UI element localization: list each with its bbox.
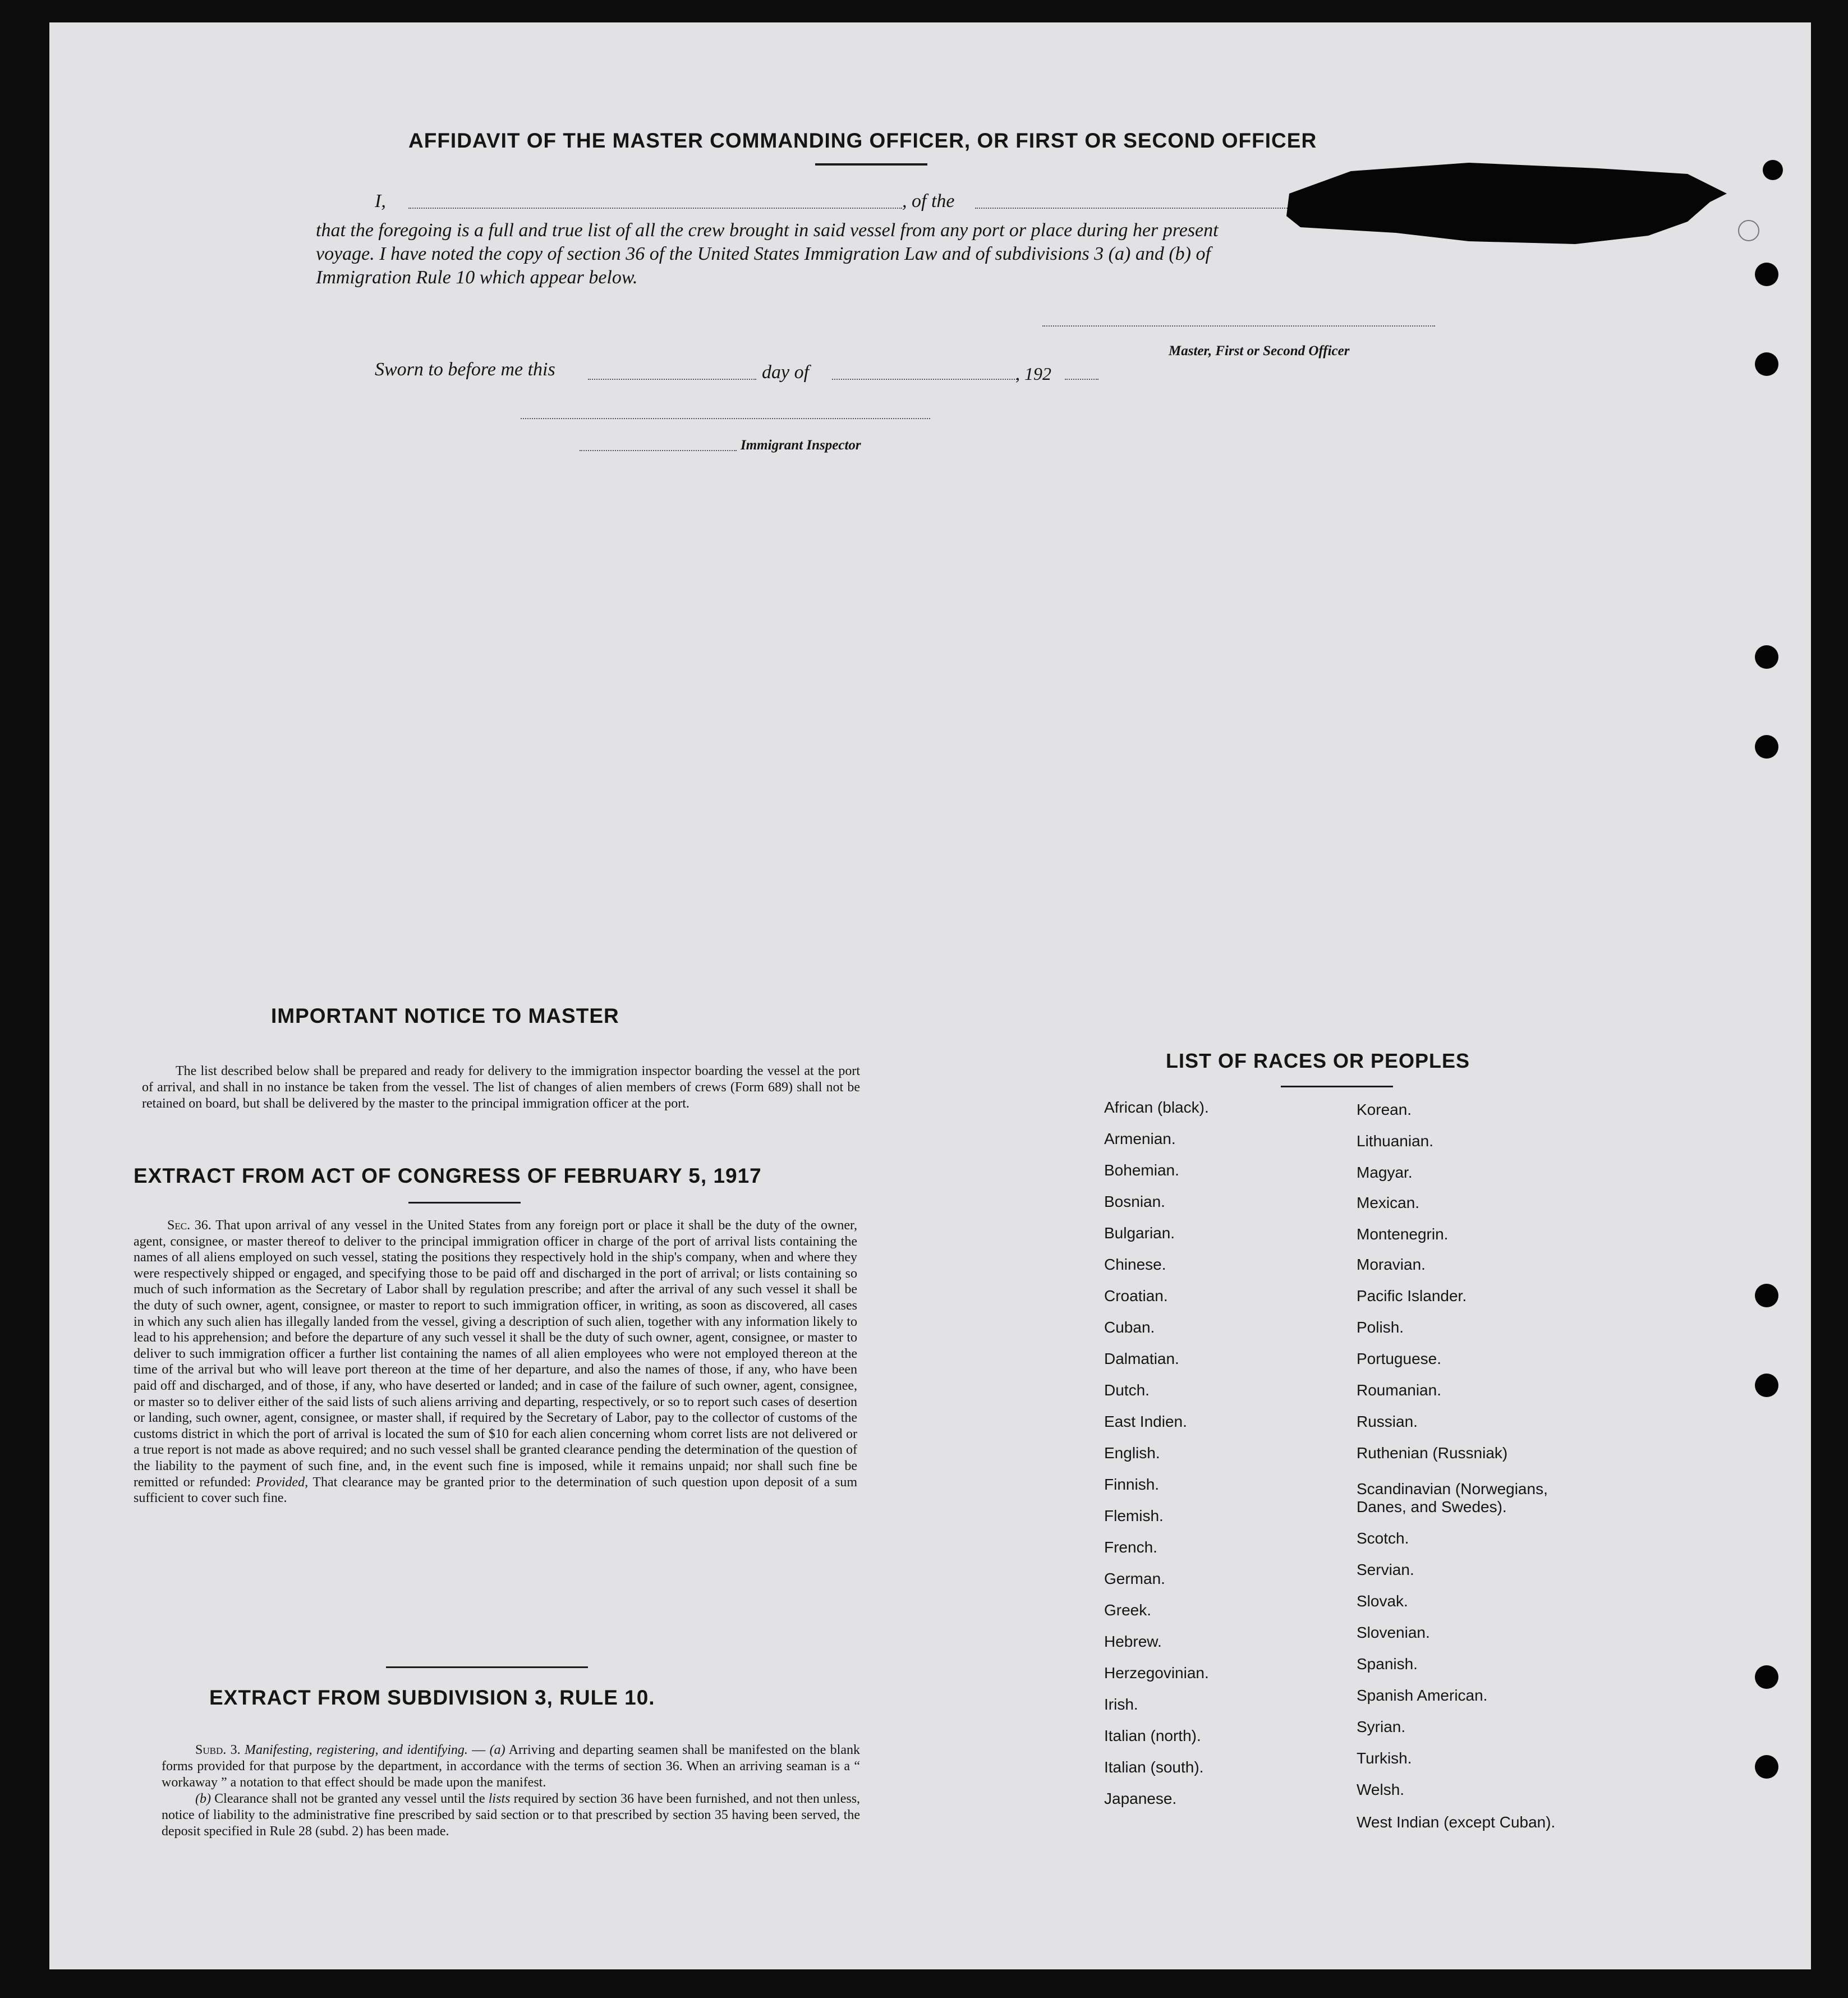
notice-text: The list described below shall be prepared and ready for delivery to the immigration inspector boarding the vessel at the port of arrival, and shall in no instance be taken from the vessel. The list of changes of alien members of crews (Form 689) shall not be retained on board, but shall be delivered by the master to the principal immigration officer at the port. [142, 1064, 860, 1111]
act-underline [408, 1202, 521, 1204]
race-item: Magyar. [1357, 1164, 1413, 1181]
race-item: Bosnian. [1104, 1193, 1165, 1210]
subdivision-title: EXTRACT FROM SUBDIVISION 3, RULE 10. [209, 1686, 655, 1709]
race-item: Russian. [1357, 1413, 1418, 1430]
subd-heading: Manifesting, registering, and identifying. [245, 1743, 468, 1757]
race-item: Lithuanian. [1357, 1132, 1434, 1150]
race-item: Greek. [1104, 1601, 1152, 1619]
race-item: Spanish. [1357, 1655, 1418, 1673]
race-item: Slovak. [1357, 1592, 1408, 1610]
race-item: Dutch. [1104, 1381, 1150, 1399]
race-item: Cuban. [1104, 1319, 1155, 1336]
race-item: Flemish. [1104, 1507, 1164, 1524]
race-item: Welsh. [1357, 1781, 1405, 1798]
race-item: East Indien. [1104, 1413, 1187, 1430]
redaction-mark [1284, 160, 1732, 250]
race-item: Ruthenian (Russniak) [1357, 1444, 1508, 1462]
affiant-label: I, [375, 191, 386, 212]
affidavit-line-1: that the foregoing is a full and true list of all the crew brought in said vessel from any port or place during her present [316, 220, 1219, 241]
race-item: Slovenian. [1357, 1624, 1430, 1641]
subd-a-text: Arriving and departing seamen shall be manifested on the blank forms provided for that purpose by the department, in accordance with the terms of section 36. When an arriving seaman is a “ workaway ” a notation to that effect should be made upon the manifest. [162, 1743, 860, 1790]
punch-hole [1755, 1374, 1778, 1397]
race-item: Croatian. [1104, 1287, 1168, 1305]
race-item: Polish. [1357, 1319, 1404, 1336]
day-of-label: day of [762, 362, 810, 383]
race-item: Finnish. [1104, 1476, 1160, 1493]
race-item: Spanish American. [1357, 1687, 1488, 1704]
punch-hole [1755, 263, 1778, 286]
punch-hole [1755, 735, 1778, 759]
race-item: German. [1104, 1570, 1165, 1587]
subdivision-text: Subd. 3. Manifesting, registering, and identifying. — (a) Arriving and departing seamen shall be manifested on the blank forms provided for that purpose by the department, in accordance with the terms of section 36. When an arriving seaman is a “ workaway ” a notation to that effect should be made upon the manifest. (b) Clearance shall not be granted any vessel until the lists required by section 36 have been furnished, and not then unless, notice of liability to the administrative fine prescribed by said section or to that prescribed by section 35 having been served, the deposit specified in Rule 28 (subd. 2) has been made. [162, 1743, 861, 1839]
punch-hole [1755, 645, 1778, 669]
inspector-caption: Immigrant Inspector [741, 438, 861, 453]
year-label: , 192 [1015, 364, 1051, 384]
sworn-label: Sworn to before me this [375, 359, 555, 380]
punch-hole [1755, 1755, 1778, 1779]
race-item: Scotch. [1357, 1529, 1409, 1547]
provided-label: Provided, [255, 1475, 309, 1490]
race-item: Mexican. [1357, 1194, 1420, 1211]
affidavit-line-2: voyage. I have noted the copy of section 36 of the United States Immigration Law and of subdivisions 3 (a) and (b) of [316, 244, 1211, 264]
sec-label: Sec. 36. [167, 1218, 212, 1233]
race-item: Hebrew. [1104, 1633, 1162, 1650]
subd-b-label: (b) [195, 1792, 211, 1806]
race-item: Armenian. [1104, 1130, 1176, 1147]
race-item: Dalmatian. [1104, 1350, 1179, 1367]
race-item: Pacific Islander. [1357, 1287, 1467, 1305]
race-item: Portuguese. [1357, 1350, 1441, 1367]
race-item: Herzegovinian. [1104, 1664, 1209, 1682]
race-item: English. [1104, 1444, 1160, 1462]
affidavit-title: AFFIDAVIT OF THE MASTER COMMANDING OFFICER, OR FIRST OR SECOND OFFICER [408, 129, 1317, 152]
race-item: Korean. [1357, 1101, 1412, 1118]
race-item: Italian (south). [1104, 1758, 1204, 1776]
act-text [134, 1218, 857, 1506]
race-item: Japanese. [1104, 1790, 1177, 1807]
affiant-name-blank[interactable] [408, 208, 902, 209]
punch-hole [1755, 1284, 1778, 1307]
race-item: Servian. [1357, 1561, 1414, 1578]
race-item: Moravian. [1357, 1256, 1426, 1273]
sworn-month-blank[interactable] [832, 379, 1017, 380]
document-page [49, 22, 1811, 1969]
race-item: African (black). [1104, 1099, 1209, 1116]
subd-a-label: (a) [489, 1743, 505, 1757]
sworn-day-blank[interactable] [588, 379, 756, 380]
officer-signature-blank[interactable] [1042, 325, 1435, 327]
section-divider [386, 1666, 588, 1668]
race-item: Turkish. [1357, 1749, 1412, 1767]
race-item: Italian (north). [1104, 1727, 1201, 1744]
punch-hole [1763, 160, 1783, 180]
officer-caption: Master, First or Second Officer [1169, 343, 1350, 359]
act-body: That upon arrival of any vessel in the United States from any foreign port or place it shall be the duty of the owner, agent, consignee, or master thereof to deliver to the principal immigration officer in charge of the port of arrival lists containing the names of all aliens employed on such vessel, stating the positions they respectively hold in the ship's company, when and where they were respectively shipped or engaged, and specifying those to be paid off and discharged in the port of arrival; or lists containing so much of such information as the Secretary of Labor shall by regulation prescribe; and after the arrival of any such vessel it shall be the duty of such owner, agent, consignee, or master to report to such immigration officer, in writing, as soon as discovered, all cases in which any such alien has illegally landed from the vessel, giving a description of such alien, together with any information likely to lead to his apprehension; and before the departure of any such vessel it shall be the duty of such owner, agent, consignee, or master to deliver to such immigration officer a further list containing the names of all alien employees who were not employed thereon at the time of the arrival but who will leave port thereon at the time of her departure, and also the names of those, if any, who have been paid off and discharged, and of those, if any, who have deserted or landed; and in case of the failure of such owner, agent, consignee, or master so to deliver either of the said lists of such aliens arriving and departing, respectively, or so to report such cases of desertion or landing, such owner, agent, consignee, or master shall, if required by the Secretary of Labor, pay to the collector of customs of the customs district in which the port of arrival is located the sum of $10 for each alien concerning whom corret lists are not delivered or a true report is not made as above required; and no such vessel shall be granted clearance pending the determination of the question of the liability to the payment of such fine, and, in the event such fine is imposed, while it remains unpaid; nor shall such fine be remitted or refunded: [134, 1218, 858, 1490]
act-title: EXTRACT FROM ACT OF CONGRESS OF FEBRUARY 5, 1917 [134, 1164, 762, 1187]
subd-label: Subd. 3. [195, 1743, 241, 1757]
race-item: Montenegrin. [1357, 1225, 1449, 1243]
race-item: French. [1104, 1538, 1157, 1556]
race-item: Bulgarian. [1104, 1224, 1175, 1242]
punch-hole [1755, 352, 1778, 376]
race-item: Chinese. [1104, 1256, 1166, 1273]
subd-b-text-2: required by section 36 have been furnished, and not then unless, notice of liability to the administrative fine prescribed by said section or to that prescribed by section 35 having been served, the deposit specified in Rule 28 (subd. 2) has been made. [162, 1792, 861, 1839]
of-the-label: , of the [902, 191, 955, 212]
races-title: LIST OF RACES OR PEOPLES [1166, 1049, 1470, 1072]
inspector-signature-blank[interactable] [521, 418, 930, 419]
race-item: West Indian (except Cuban). [1357, 1813, 1556, 1831]
race-item: Scandinavian (Norwegians, Danes, and Swedes). [1357, 1480, 1548, 1515]
inspector-name-blank[interactable] [580, 450, 737, 451]
race-item: Syrian. [1357, 1718, 1406, 1735]
race-item: Roumanian. [1357, 1381, 1441, 1399]
vessel-name-blank[interactable] [975, 208, 1289, 209]
year-blank[interactable] [1065, 379, 1098, 380]
subd-b-lists: lists [488, 1792, 511, 1806]
title-underline [815, 163, 927, 166]
act-body-end: That clearance may be granted prior to the determination of such question upon deposit of a sum sufficient to cover such fine. [134, 1475, 858, 1506]
notice-title: IMPORTANT NOTICE TO MASTER [271, 1004, 619, 1027]
affidavit-line-3: Immigration Rule 10 which appear below. [316, 267, 638, 288]
race-item: Bohemian. [1104, 1161, 1179, 1179]
subd-b-text-1: Clearance shall not be granted any vessel until the [214, 1792, 485, 1806]
punch-hole-outline [1738, 220, 1759, 241]
race-item: Irish. [1104, 1696, 1138, 1713]
punch-hole [1755, 1665, 1778, 1689]
races-underline [1281, 1086, 1393, 1087]
